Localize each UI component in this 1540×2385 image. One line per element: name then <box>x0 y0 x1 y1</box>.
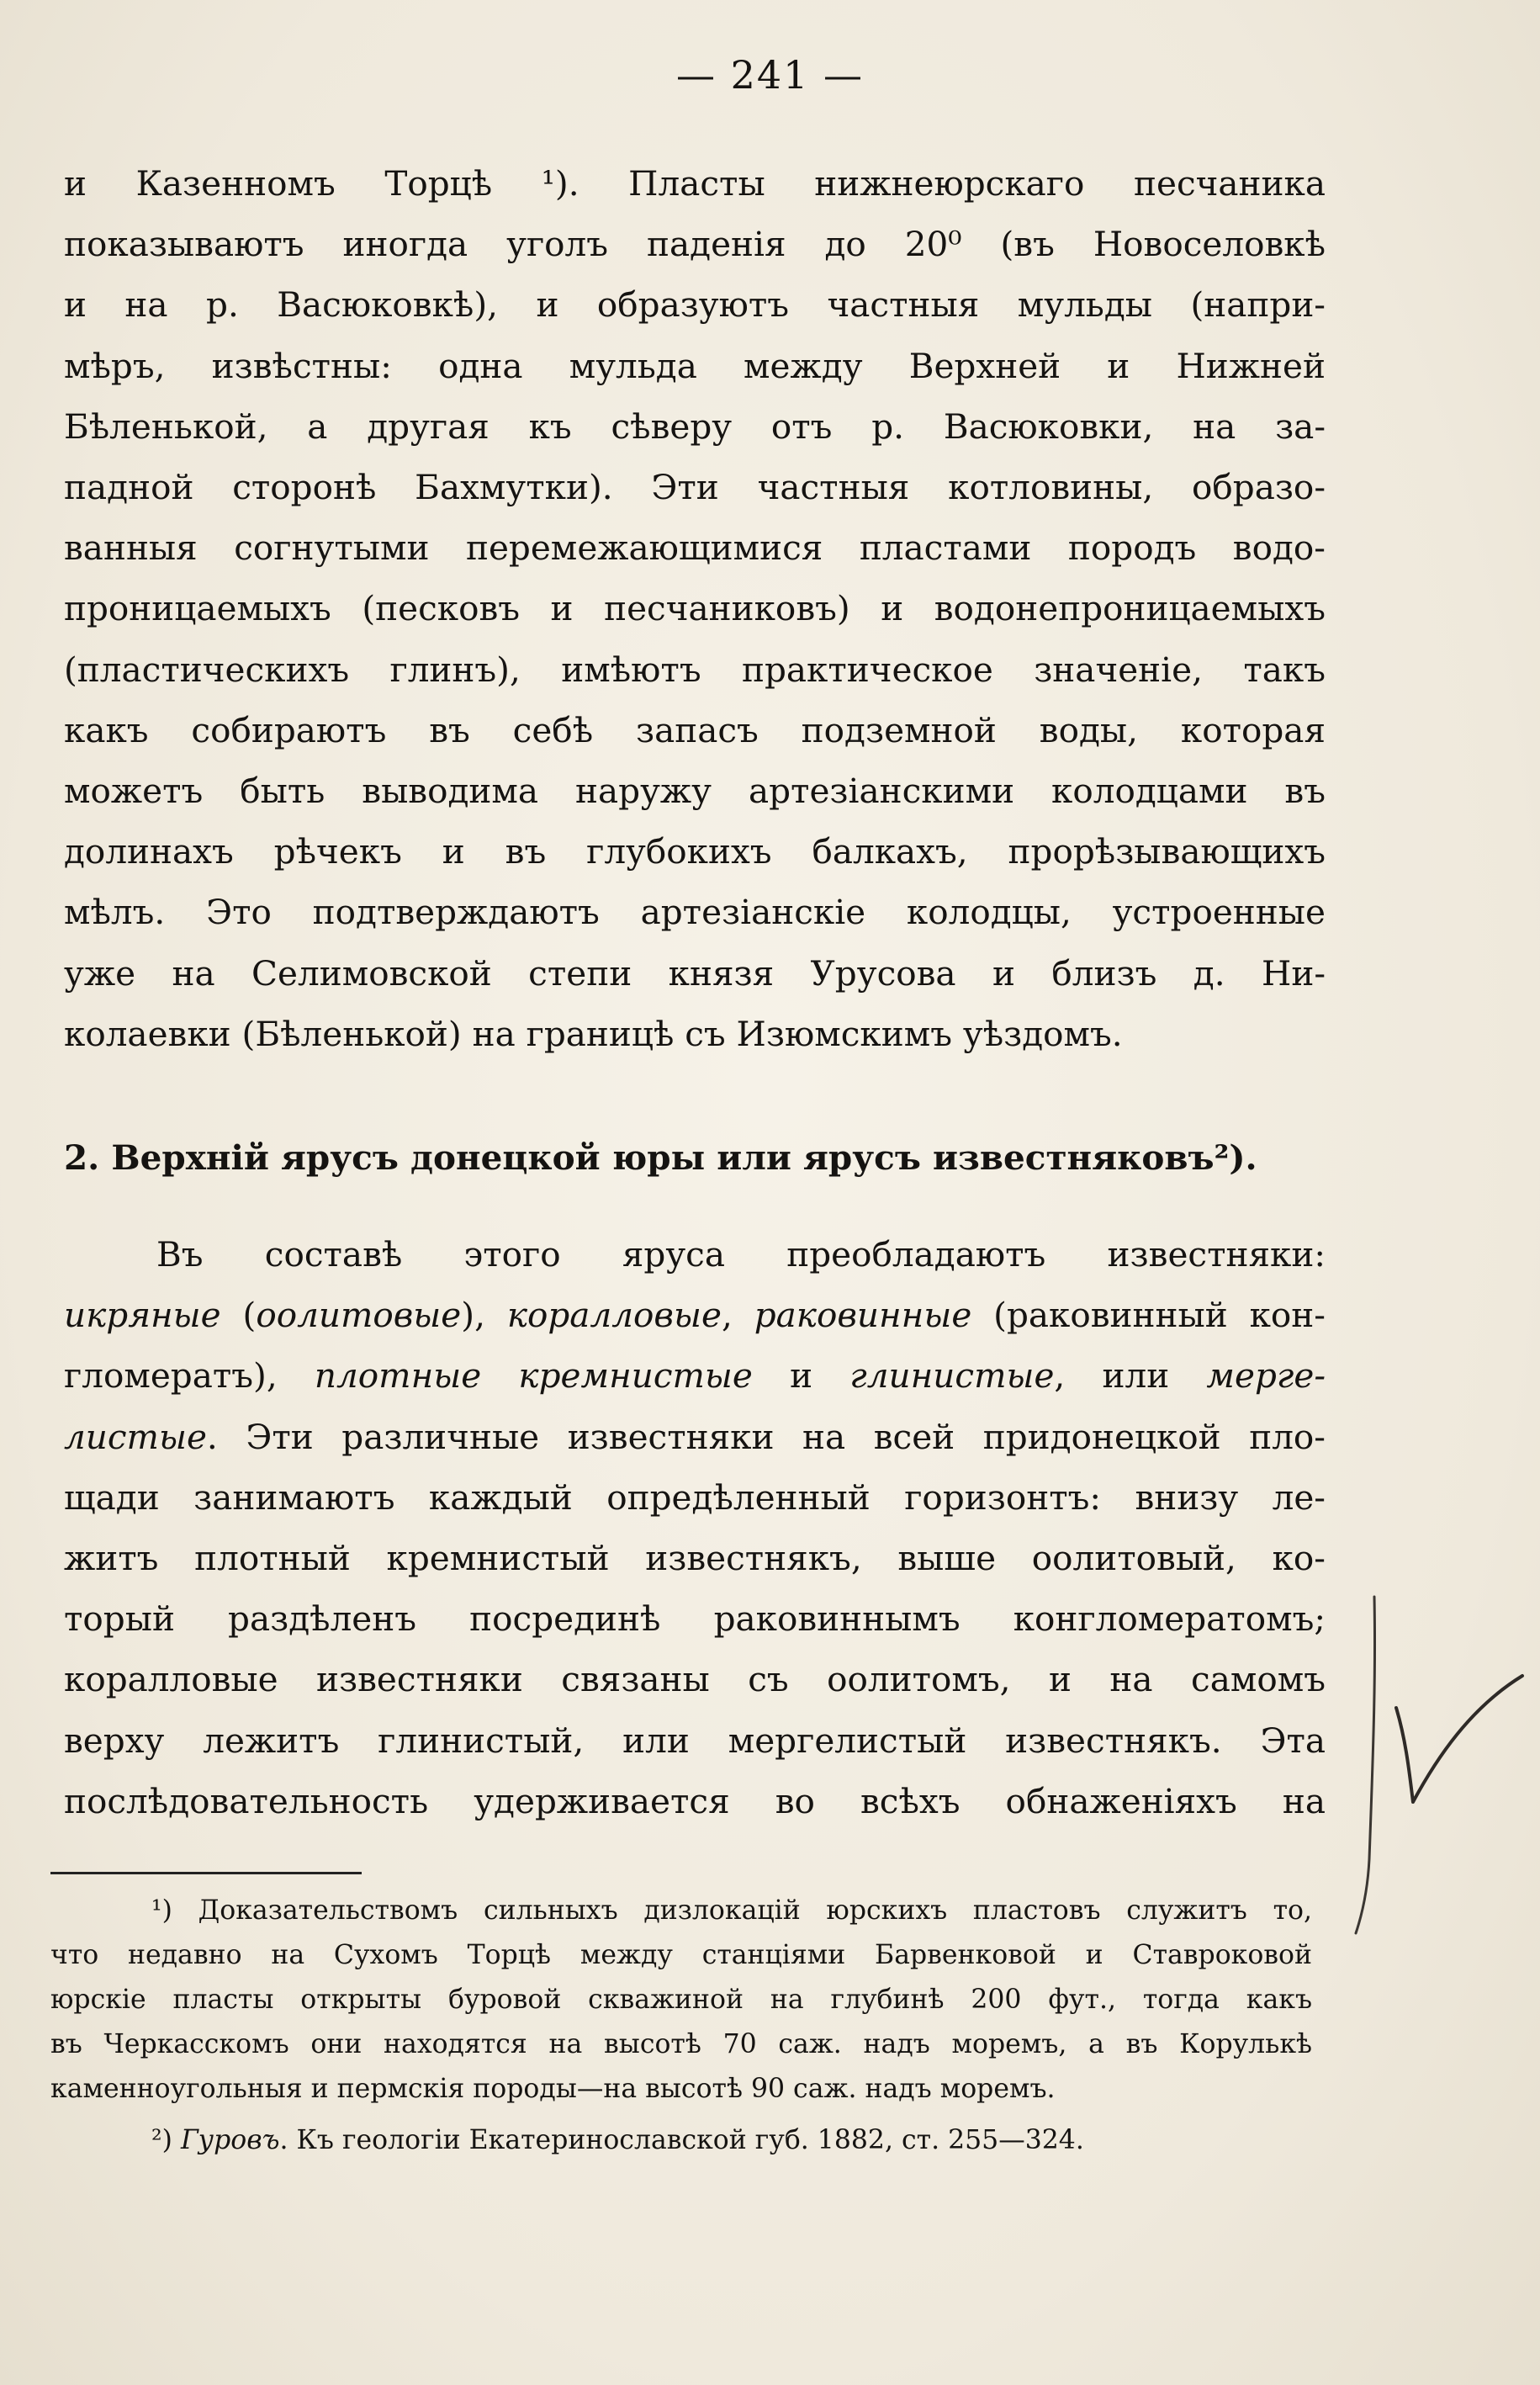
text-line: проницаемыхъ (песковъ и песчаниковъ) и водонепроницаемыхъ <box>64 588 1326 629</box>
text-run: гломератъ), <box>64 1355 315 1397</box>
footnote-line: въ Черкасскомъ они находятся на высотѣ 70 саж. надъ моремъ, а въ Корулькѣ <box>50 2029 1312 2059</box>
text-run: . Эти различные известняки на всей придонецкой пло- <box>206 1416 1326 1457</box>
text-line: и Казенномъ Торцѣ ¹). Пласты нижнеюрскаго песчаника <box>64 163 1326 204</box>
italic-term: мерге- <box>1206 1355 1326 1397</box>
text-line: уже на Селимовской степи князя Урусова и близъ д. Ни- <box>64 952 1326 994</box>
text-line: коралловые известняки связаны съ оолитомъ, и на самомъ <box>64 1659 1326 1700</box>
text-line: ванныя согнутыми перемежающимися пластами породъ водо- <box>64 527 1326 569</box>
footnote-line: ¹) Доказательствомъ сильныхъ дизлокацій юрскихъ пластовъ служитъ то, <box>151 1895 1312 1926</box>
italic-term: икряные <box>64 1295 221 1336</box>
italic-term: плотные кремнистые <box>314 1355 753 1397</box>
text-run: и <box>752 1355 850 1397</box>
text-line: мѣлъ. Это подтверждаютъ артезіанскіе колодцы, устроенные <box>64 892 1326 933</box>
italic-term: коралловые <box>506 1295 722 1336</box>
section-heading: 2. Верхній ярусъ донецкой юры или ярусъ известняковъ²). <box>64 1137 1257 1178</box>
text-line: можетъ быть выводима наружу артезіанскими колодцами въ <box>64 771 1326 812</box>
text-line: колаевки (Бѣленькой) на границѣ съ Изюмскимъ уѣздомъ. <box>64 1013 1123 1054</box>
text-line: мѣръ, извѣстны: одна мульда между Верхней и Нижней <box>64 345 1326 386</box>
text-line <box>64 1285 1326 1345</box>
text-run: , <box>721 1295 754 1336</box>
text-line: Въ составѣ этого яруса преобладаютъ известняки: <box>156 1234 1326 1275</box>
text-run: , или <box>1054 1355 1207 1397</box>
text-line: какъ собираютъ въ себѣ запасъ подземной воды, которая <box>64 709 1326 750</box>
text-line: верху лежитъ глинистый, или мергелистый известнякъ. Эта <box>64 1720 1326 1761</box>
text-line: торый раздѣленъ посрединѣ раковиннымъ конгломератомъ; <box>64 1598 1326 1640</box>
footnote-citation: . Къ геологіи Екатеринославской губ. 1882, ст. 255—324. <box>279 2125 1084 2155</box>
italic-term: глинистые <box>849 1355 1055 1397</box>
footnote-line: каменноугольныя и пермскія породы—на высотѣ 90 саж. надъ моремъ. <box>50 2074 1056 2104</box>
text-line: (пластическихъ глинъ), имѣютъ практическое значеніе, такъ <box>64 649 1326 690</box>
handwritten-check-mark-icon <box>1336 1582 1529 1935</box>
italic-term: раковинные <box>754 1295 972 1336</box>
text-line <box>64 1345 1326 1406</box>
footnote-author: Гуровъ <box>180 2125 280 2155</box>
text-line: долинахъ рѣчекъ и въ глубокихъ балкахъ, прорѣзывающихъ <box>64 831 1326 872</box>
footnote-2 <box>50 2118 1312 2163</box>
text-line: Бѣленькой, а другая къ сѣверу отъ р. Васюковки, на за- <box>64 405 1326 447</box>
text-line: и на р. Васюковкѣ), и образуютъ частныя мульды (напри- <box>64 284 1326 326</box>
italic-term: оолитовые <box>256 1295 462 1336</box>
text-run: ( <box>220 1295 257 1336</box>
paragraph-continuation <box>64 153 1326 1064</box>
footnotes <box>50 1889 1312 2163</box>
footnote-divider <box>50 1872 362 1874</box>
page-number: — 241 — <box>675 52 865 98</box>
text-line <box>64 1407 1326 1467</box>
text-line: житъ плотный кремнистый известнякъ, выше оолитовый, ко- <box>64 1538 1326 1579</box>
footnote-line: что недавно на Сухомъ Торцѣ между станціями Барвенковой и Ставроковой <box>50 1940 1312 1970</box>
paragraph-limestones <box>64 1224 1326 1831</box>
text-line: падной сторонѣ Бахмутки). Эти частныя котловины, образо- <box>64 467 1326 508</box>
text-line: послѣдовательность удерживается во всѣхъ обнаженіяхъ на <box>64 1780 1326 1821</box>
footnote-mark: ²) <box>151 2125 181 2155</box>
text-line: показываютъ иногда уголъ паденія до 20⁰ (въ Новоселовкѣ <box>64 224 1326 265</box>
text-run: ), <box>461 1295 507 1336</box>
text-line: щади занимаютъ каждый опредѣленный горизонтъ: внизу ле- <box>64 1476 1326 1518</box>
text-run: (раковинный кон- <box>971 1295 1326 1336</box>
italic-term: листые <box>64 1416 207 1457</box>
footnote-line: юрскіе пласты открыты буровой скважиной на глубинѣ 200 фут., тогда какъ <box>50 1985 1312 2015</box>
